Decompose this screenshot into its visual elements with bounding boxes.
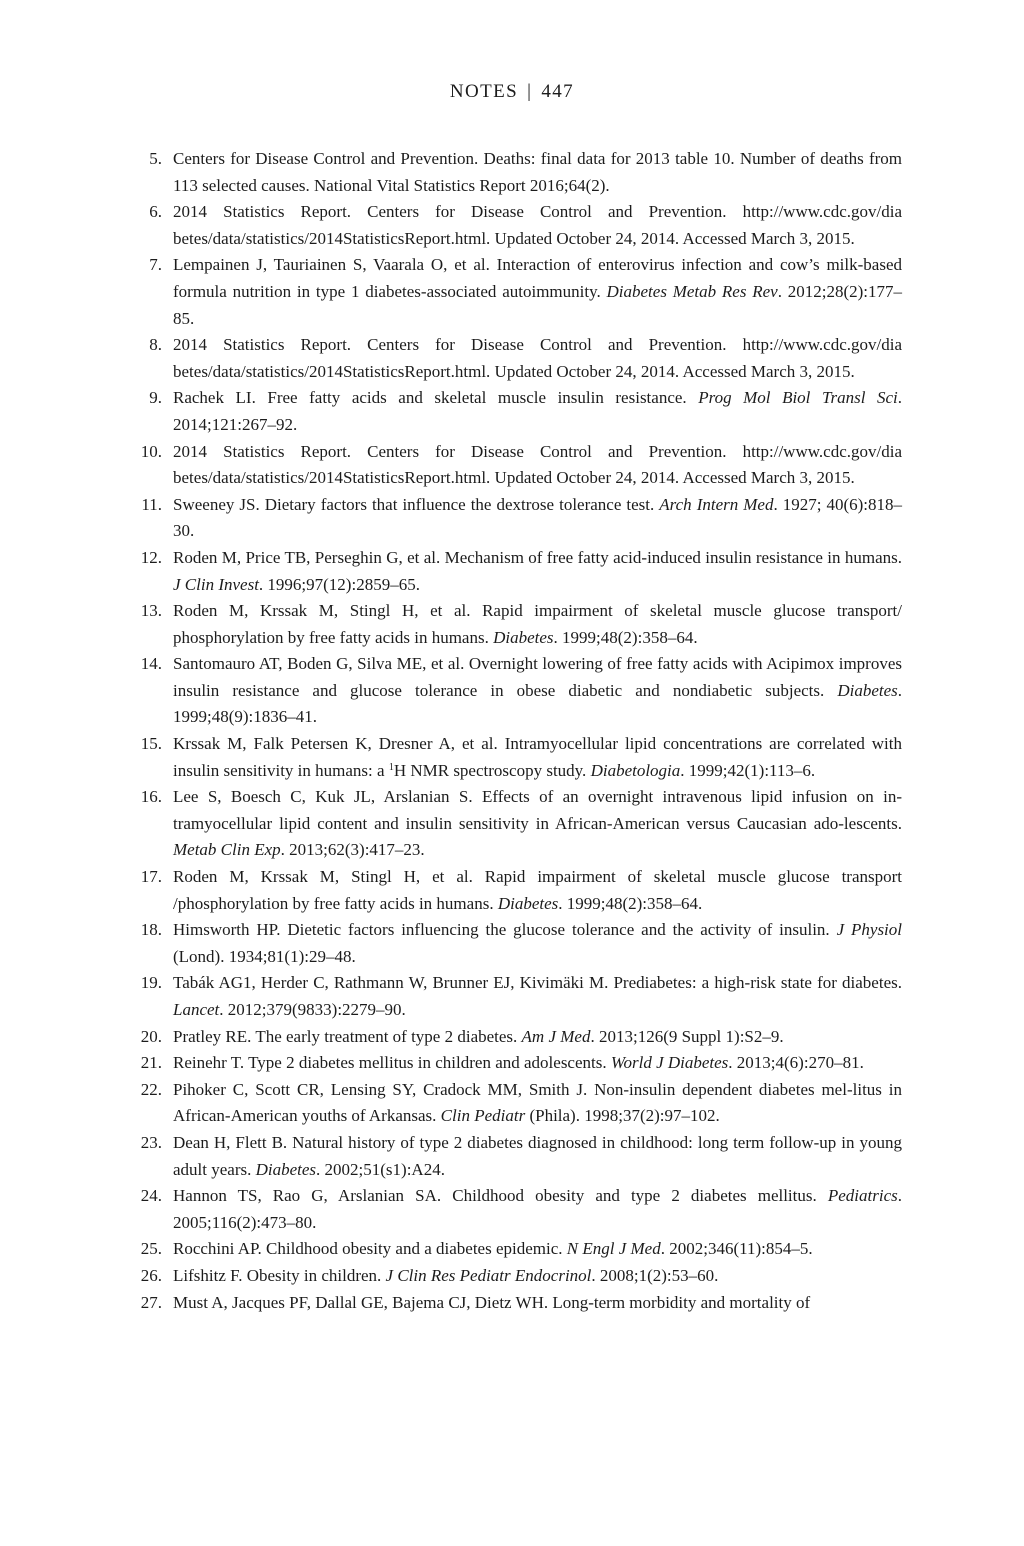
endnote-item bbox=[130, 1290, 902, 1317]
citation-text: Tabák AG1, Herder C, Rathmann W, Brunner EJ, Kivimäki M. Prediabetes: a high-risk state for diabetes. bbox=[173, 973, 902, 993]
page-number: 447 bbox=[541, 81, 575, 102]
endnote-number: 19. bbox=[140, 973, 162, 993]
endnote-number: 18. bbox=[140, 920, 162, 940]
endnote-item bbox=[130, 1024, 902, 1051]
endnote-item bbox=[130, 1050, 902, 1077]
journal-title: Clin Pediatr bbox=[440, 1106, 526, 1126]
citation-text: Dean H, Flett B. Natural history of type 2 diabetes diagnosed in childhood: long term follow-up in young adult years. bbox=[173, 1132, 902, 1179]
endnote-text bbox=[173, 255, 902, 327]
endnote-text bbox=[173, 734, 902, 780]
endnote-number: 6. bbox=[149, 202, 162, 222]
endnote-number: 11. bbox=[141, 494, 162, 514]
endnote-item bbox=[130, 1236, 902, 1263]
endnote-number: 14. bbox=[140, 654, 162, 674]
endnote-number: 22. bbox=[140, 1079, 162, 1099]
journal-title: Diabetologia bbox=[590, 760, 681, 780]
endnote-number: 16. bbox=[140, 787, 162, 807]
endnote-number: 23. bbox=[140, 1132, 162, 1152]
citation-text: Santomauro AT, Boden G, Silva ME, et al. Overnight lowering of free fatty acids with Acipimox improves insulin resistance and glucose tolerance in obese diabetic and nondiabetic subjects. bbox=[173, 654, 902, 700]
citation-text: Roden M, Price TB, Perseghin G, et al. Mechanism of free fatty acid-induced insulin resistance in humans. bbox=[173, 547, 902, 567]
endnote-text bbox=[173, 1080, 902, 1126]
endnote-number: 20. bbox=[140, 1026, 162, 1046]
endnote-text bbox=[173, 495, 902, 541]
endnote-item bbox=[130, 598, 902, 651]
citation-text: (Phila). 1998;37(2):97–102. bbox=[525, 1106, 720, 1126]
journal-title: Metab Clin Exp bbox=[173, 840, 281, 860]
journal-title: Diabetes bbox=[255, 1159, 317, 1179]
endnote-item bbox=[130, 917, 902, 970]
citation-text: 2014 Statistics Report. Centers for Disease Control and Prevention. http://www.cdc.gov/dia betes/data/statistics/2014StatisticsReport.html. Updated October 24, 2014. Accessed March 3, 2015. bbox=[173, 335, 902, 381]
citation-text: . 1999;48(9):1836–41. bbox=[173, 680, 902, 727]
running-head-section: NOTES bbox=[449, 81, 519, 102]
endnote-number: 10. bbox=[140, 441, 162, 461]
endnote-item bbox=[130, 252, 902, 332]
endnote-text bbox=[173, 1293, 810, 1312]
endnote-number: 9. bbox=[149, 388, 162, 408]
citation-text: . 2013;4(6):270–81. bbox=[728, 1053, 864, 1073]
endnote-number: 26. bbox=[140, 1265, 162, 1285]
endnote-text bbox=[173, 1053, 864, 1072]
journal-title: Prog Mol Biol Transl Sci bbox=[698, 388, 898, 408]
citation-text: Sweeney JS. Dietary factors that influence the dextrose tolerance test. bbox=[173, 494, 660, 514]
endnote-text bbox=[173, 202, 902, 248]
citation-text: . 1999;48(2):358–64. bbox=[558, 893, 703, 913]
endnote-number: 25. bbox=[140, 1239, 162, 1259]
endnote-text bbox=[173, 1133, 902, 1179]
journal-title: J Clin Invest bbox=[173, 574, 259, 594]
citation-text: . 1927; 40(6):818–30. bbox=[173, 494, 902, 541]
journal-title: J Clin Res Pediatr Endocrinol bbox=[385, 1265, 592, 1285]
citation-text: Hannon TS, Rao G, Arslanian SA. Childhood obesity and type 2 diabetes mellitus. bbox=[173, 1186, 828, 1206]
endnote-text bbox=[173, 442, 902, 488]
citation-text: Roden M, Krssak M, Stingl H, et al. Rapid impairment of skeletal muscle glucose transport /phosphorylation by free fatty acids in humans. bbox=[173, 867, 902, 913]
citation-text: 2014 Statistics Report. Centers for Disease Control and Prevention. http://www.cdc.gov/dia betes/data/statistics/2014StatisticsReport.html. Updated October 24, 2014. Accessed March 3, 2015. bbox=[173, 202, 902, 248]
endnote-item bbox=[130, 784, 902, 864]
endnote-item bbox=[130, 731, 902, 784]
citation-text: . 1999;42(1):113–6. bbox=[680, 760, 816, 780]
endnote-text bbox=[173, 149, 902, 195]
endnote-text bbox=[173, 1027, 784, 1046]
endnote-text bbox=[173, 1186, 902, 1232]
citation-text: . 2002;51(s1):A24. bbox=[316, 1159, 445, 1179]
endnote-item bbox=[130, 545, 902, 598]
endnote-item bbox=[130, 492, 902, 545]
endnote-text bbox=[173, 1239, 813, 1258]
endnote-item bbox=[130, 1130, 902, 1183]
endnotes-list bbox=[130, 146, 902, 1316]
citation-text: Himsworth HP. Dietetic factors influencing the glucose tolerance and the activity of insulin. bbox=[173, 920, 837, 940]
endnote-item bbox=[130, 199, 902, 252]
citation-text: . 2012;379(9833):2279–90. bbox=[219, 1000, 406, 1019]
endnote-text bbox=[173, 548, 902, 594]
endnote-number: 5. bbox=[149, 149, 162, 168]
endnote-text bbox=[173, 1266, 718, 1285]
citation-text: Lee S, Boesch C, Kuk JL, Arslanian S. Effects of an overnight intravenous lipid infusion on in-tramyocellular lipid content and insulin sensitivity in African-American versus Caucasian ado-lescents. bbox=[173, 787, 902, 833]
endnote-number: 21. bbox=[140, 1053, 162, 1073]
endnote-text bbox=[173, 867, 902, 913]
citation-text: . 2012;28(2):177–85. bbox=[173, 281, 902, 328]
endnote-item bbox=[130, 332, 902, 385]
superscript: 1 bbox=[388, 761, 394, 773]
citation-text: Must A, Jacques PF, Dallal GE, Bajema CJ, Dietz WH. Long-term morbidity and mortality of bbox=[173, 1292, 811, 1312]
endnote-text bbox=[173, 335, 902, 381]
endnote-item bbox=[130, 970, 902, 1023]
citation-text: Roden M, Krssak M, Stingl H, et al. Rapid impairment of skeletal muscle glucose transport/ phosphorylation by free fatty acids in humans. bbox=[173, 601, 902, 647]
endnote-number: 13. bbox=[140, 601, 162, 621]
citation-text: (Lond). 1934;81(1):29–48. bbox=[173, 946, 356, 966]
endnote-number: 27. bbox=[140, 1292, 162, 1312]
endnote-number: 17. bbox=[140, 867, 162, 887]
journal-title: Diabetes bbox=[493, 627, 554, 647]
endnote-number: 7. bbox=[149, 255, 162, 275]
journal-title: Diabetes bbox=[837, 680, 898, 700]
endnote-number: 12. bbox=[140, 547, 162, 567]
citation-text: . 2002;346(11):854–5. bbox=[660, 1239, 813, 1259]
citation-text: Rachek LI. Free fatty acids and skeletal muscle insulin resistance. bbox=[173, 388, 699, 408]
journal-title: World J Diabetes bbox=[610, 1053, 729, 1073]
citation-text: Pratley RE. The early treatment of type 2 diabetes. bbox=[173, 1026, 522, 1046]
journal-title: J Physiol bbox=[836, 920, 903, 940]
journal-title: Arch Intern Med bbox=[659, 494, 774, 514]
endnote-text bbox=[173, 973, 902, 1019]
citation-text: . 2005;116(2):473–80. bbox=[173, 1186, 902, 1232]
journal-title: Diabetes bbox=[497, 893, 559, 913]
endnote-text bbox=[173, 601, 902, 647]
endnote-item bbox=[130, 1183, 902, 1236]
citation-text: Rocchini AP. Childhood obesity and a diabetes epidemic. bbox=[173, 1239, 567, 1259]
journal-title: Diabetes Metab Res Rev bbox=[606, 281, 778, 301]
journal-title: Pediatrics bbox=[827, 1186, 898, 1206]
citation-text: . 2014;121:267–92. bbox=[173, 388, 902, 434]
citation-text: H NMR spectroscopy study. bbox=[393, 760, 591, 780]
endnote-item bbox=[130, 385, 902, 438]
citation-text: . 2013;62(3):417–23. bbox=[280, 840, 425, 860]
endnote-text bbox=[173, 787, 902, 859]
endnote-text bbox=[173, 654, 902, 726]
citation-text: . 1999;48(2):358–64. bbox=[553, 627, 698, 647]
endnote-number: 8. bbox=[149, 335, 162, 355]
endnote-item bbox=[130, 864, 902, 917]
citation-text: . 2008;1(2):53–60. bbox=[591, 1265, 719, 1285]
running-head-separator: | bbox=[527, 81, 533, 102]
endnote-number: 15. bbox=[140, 734, 162, 754]
journal-title: Am J Med bbox=[521, 1026, 591, 1046]
citation-text: Pihoker C, Scott CR, Lensing SY, Cradock MM, Smith J. Non-insulin dependent diabetes mel-litus in African-American youths of Arkansas. bbox=[173, 1079, 902, 1126]
journal-title: Lancet bbox=[173, 1000, 220, 1019]
endnote-item bbox=[130, 1077, 902, 1130]
endnote-item bbox=[130, 651, 902, 731]
citation-text: Lempainen J, Tauriainen S, Vaarala O, et al. Interaction of enterovirus infection and cow’s milk-based formula nutrition in type 1 diabetes-associated autoimmunity. bbox=[173, 255, 902, 301]
citation-text: 2014 Statistics Report. Centers for Disease Control and Prevention. http://www.cdc.gov/dia betes/data/statistics/2014StatisticsReport.html. Updated October 24, 2014. Accessed March 3, 2015. bbox=[173, 441, 902, 488]
citation-text: Lifshitz F. Obesity in children. bbox=[173, 1265, 386, 1285]
endnote-item bbox=[130, 439, 902, 492]
endnote-item bbox=[130, 1263, 902, 1290]
endnote-text bbox=[173, 388, 902, 434]
citation-text: Krssak M, Falk Petersen K, Dresner A, et al. Intramyocellular lipid concentrations are correlated with insulin sensitivity in humans: a bbox=[173, 734, 902, 780]
citation-text: . 1996;97(12):2859–65. bbox=[258, 574, 420, 594]
running-head bbox=[0, 80, 1024, 104]
endnote-text bbox=[173, 920, 902, 966]
endnote-item bbox=[130, 146, 902, 199]
citation-text: Reinehr T. Type 2 diabetes mellitus in children and adolescents. bbox=[173, 1053, 611, 1073]
citation-text: . 2013;126(9 Suppl 1):S2–9. bbox=[590, 1026, 784, 1046]
endnote-number: 24. bbox=[140, 1186, 162, 1206]
citation-text: Centers for Disease Control and Prevention. Deaths: final data for 2013 table 10. Number of deaths from 113 selected causes. National Vital Statistics Report 2016;64(2). bbox=[173, 149, 902, 195]
journal-title: N Engl J Med bbox=[566, 1239, 661, 1259]
